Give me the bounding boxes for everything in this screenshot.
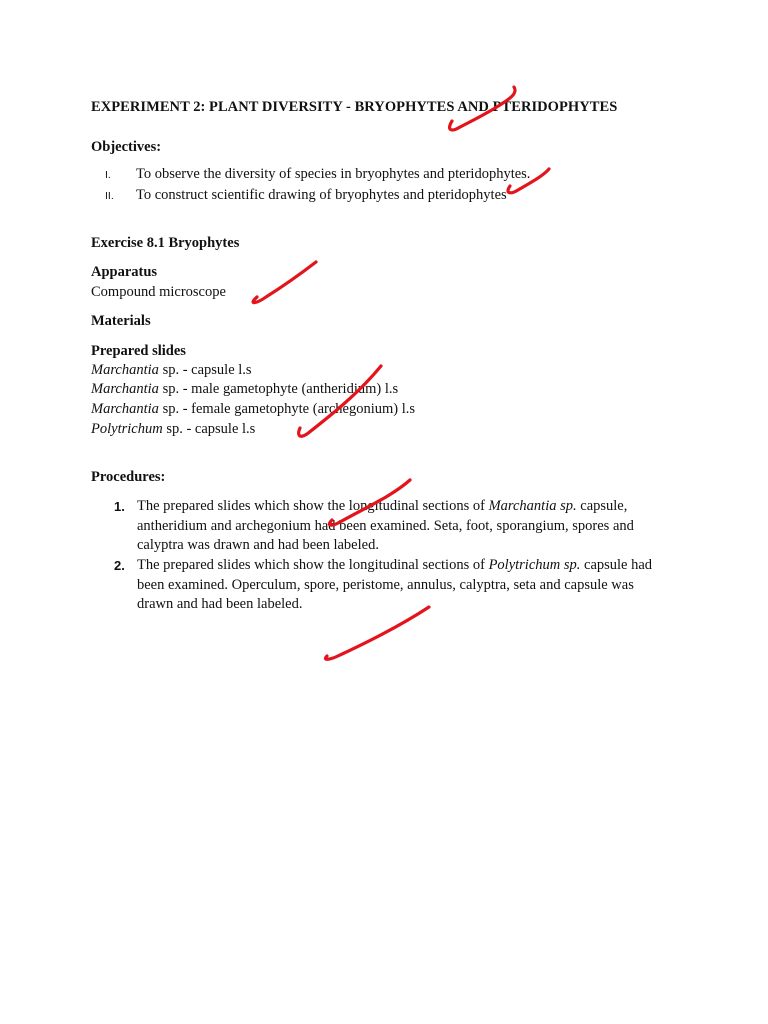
slide-description: sp. - male gametophyte (antheridium) l.s xyxy=(158,381,399,397)
procedures-heading: Procedures: xyxy=(91,469,166,485)
slide-description: sp. - capsule l.s xyxy=(158,362,252,378)
red-check-mark-icon xyxy=(325,607,429,659)
materials-heading: Materials xyxy=(91,313,151,329)
slide-description: sp. - capsule l.s xyxy=(162,421,256,437)
procedure-text xyxy=(137,497,697,556)
procedure-number: 2. xyxy=(114,558,125,573)
slide-item xyxy=(91,362,252,379)
exercise-heading: Exercise 8.1 Bryophytes xyxy=(91,235,240,251)
slide-genus: Polytrichum xyxy=(91,421,163,437)
procedure-text xyxy=(137,556,697,615)
experiment-title: EXPERIMENT 2: PLANT DIVERSITY - BRYOPHYTES AND PTERIDOPHYTES xyxy=(91,99,618,115)
slide-genus: Marchantia xyxy=(91,381,159,397)
procedure-number: 1. xyxy=(114,499,125,514)
slide-description: sp. - female gametophyte (archegonium) l.s xyxy=(158,401,416,417)
prepared-slides-heading: Prepared slides xyxy=(91,343,186,359)
objective-number: II. xyxy=(105,190,114,202)
objective-text: To observe the diversity of species in bryophytes and pteridophytes. xyxy=(136,166,531,182)
objective-text: To construct scientific drawing of bryophytes and pteridophytes xyxy=(136,187,507,203)
slide-genus: Marchantia xyxy=(91,401,159,417)
procedure-line: antheridium and archegonium had been examined. Seta, foot, sporangium, spores and xyxy=(137,517,634,534)
procedure-line: drawn and had been labeled. xyxy=(137,596,303,612)
objective-number: I. xyxy=(105,169,111,181)
procedure-line: The prepared slides which show the longitudinal sections of Polytrichum sp. capsule had xyxy=(137,557,653,573)
procedure-line: been examined. Operculum, spore, peristome, annulus, calyptra, seta and capsule was xyxy=(137,576,634,593)
objectives-heading: Objectives: xyxy=(91,139,162,155)
red-check-mark-icon xyxy=(253,262,316,303)
apparatus-heading: Apparatus xyxy=(91,264,158,280)
slide-genus: Marchantia xyxy=(91,362,159,378)
slide-item xyxy=(91,381,398,398)
apparatus-text: Compound microscope xyxy=(91,284,226,300)
slide-item xyxy=(91,421,255,438)
procedure-line: calyptra was drawn and had been labeled. xyxy=(137,537,379,553)
procedure-line: The prepared slides which show the longitudinal sections of Marchantia sp. capsule, xyxy=(137,498,628,514)
slide-item xyxy=(91,401,415,418)
